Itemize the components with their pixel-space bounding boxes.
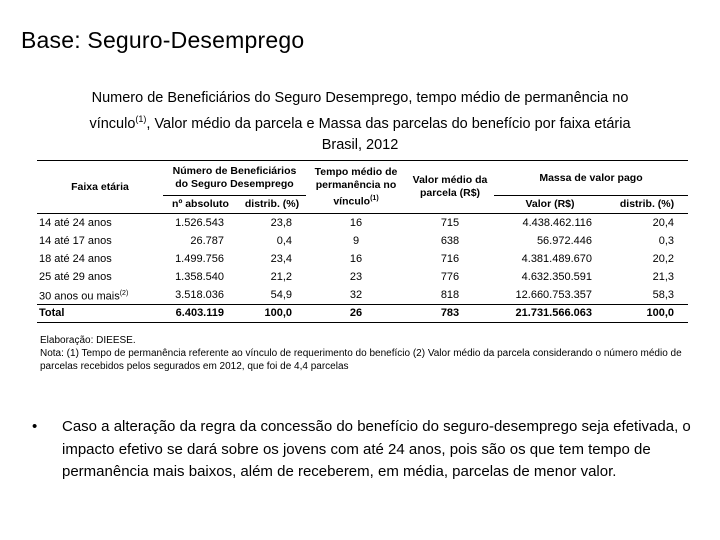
table-caption: [40, 88, 680, 156]
header-tempo: [306, 161, 406, 214]
cell-tempo: 32: [349, 288, 363, 301]
total-label: Total: [37, 305, 163, 323]
cell-dist: 23,4: [270, 252, 292, 265]
cell-valor: 4.381.489.670: [521, 252, 592, 265]
bullet-text: Caso a alteração da regra da concessão do benefício do seguro-desemprego seja efetivada, o impacto efetivo se dará sobre os jovens com até 24 anos, pois são os que tem tempo de permanência mais baixos, além de receberem, em média, parcelas de menor valor.: [62, 418, 691, 480]
header-abs: nº absoluto: [163, 196, 238, 214]
cell-dist2: 21,3: [652, 270, 674, 283]
table-row: [37, 214, 688, 233]
cell-dist: 21,2: [270, 270, 292, 283]
data-table: [37, 160, 688, 323]
cell-valor: 12.660.753.357: [515, 288, 592, 301]
cell-dist2: 20,4: [652, 216, 674, 229]
cell-tempo: 16: [349, 252, 363, 265]
cell-dist2: 0,3: [658, 234, 674, 247]
table-notes: [40, 334, 690, 373]
table-header-row: [37, 161, 688, 196]
header-tempo-text: Tempo médio de permanência no vínculo: [314, 165, 398, 208]
page-title: Base: Seguro-Desemprego: [21, 27, 305, 53]
bullet-paragraph: [32, 416, 692, 484]
cell-tempo: 23: [349, 270, 363, 283]
cell-dist: 23,8: [270, 216, 292, 229]
cell-dist2: 58,3: [652, 288, 674, 301]
cell-dist: 54,9: [270, 288, 292, 301]
cell-valor-medio: 776: [440, 270, 460, 283]
caption-line-2: [40, 109, 680, 135]
cell-valor: 4.438.462.116: [522, 216, 592, 229]
header-beneficiarios: Número de Beneficiários do Seguro Desemprego: [163, 161, 306, 196]
note-elaboracao: Elaboração: DIEESE.: [40, 335, 136, 346]
cell-abs: 1.358.540: [175, 270, 224, 283]
caption-line-3: Brasil, 2012: [321, 136, 399, 153]
row-label: 25 até 29 anos: [39, 270, 112, 283]
cell-valor: 4.632.350.591: [521, 270, 592, 283]
table-row: [37, 250, 688, 268]
total-valor-medio: 783: [406, 305, 494, 323]
row-label: 18 até 24 anos: [39, 252, 112, 265]
header-distrib: distrib. (%): [238, 196, 306, 214]
cell-abs: 3.518.036: [175, 288, 224, 301]
header-distrib-2: distrib. (%): [606, 196, 688, 214]
cell-valor-medio: 638: [440, 234, 460, 247]
cell-abs: 26.787: [190, 234, 224, 247]
total-abs: 6.403.119: [163, 305, 238, 323]
caption-line-2-b: , Valor médio da parcela e Massa das parcelas do benefício por faixa etária: [146, 115, 631, 132]
row-label-mark: (2): [119, 289, 129, 297]
caption-line-2-a: vínculo: [89, 115, 136, 132]
header-massa: Massa de valor pago: [494, 161, 688, 196]
cell-valor-medio: 716: [440, 252, 460, 265]
bullet-icon: •: [32, 418, 38, 435]
cell-valor-medio: 818: [440, 288, 460, 301]
header-faixa: Faixa etária: [37, 161, 163, 214]
cell-tempo: 16: [349, 216, 363, 229]
table-total-row: [37, 305, 688, 323]
note-text: Nota: (1) Tempo de permanência referente ao vínculo de requerimento do benefício (2) Valor médio da parcela considerando o número médio de parcelas recebidos pelos segurados em 2012, que foi de 4,4 parcelas: [40, 348, 682, 372]
cell-valor: 56.972.446: [536, 234, 592, 247]
cell-dist: 0,4: [276, 234, 292, 247]
header-tempo-mark: (1): [370, 194, 379, 202]
cell-dist2: 20,2: [652, 252, 674, 265]
row-label-text: 30 anos ou mais: [39, 290, 120, 303]
total-dist: 100,0: [238, 305, 306, 323]
row-label: 14 até 17 anos: [39, 234, 112, 247]
row-label: 14 até 24 anos: [39, 216, 112, 229]
total-valor: 21.731.566.063: [494, 305, 606, 323]
cell-valor-medio: 715: [440, 216, 460, 229]
table-row: [37, 232, 688, 250]
total-tempo: 26: [306, 305, 406, 323]
cell-abs: 1.499.756: [175, 252, 224, 265]
total-dist2: 100,0: [606, 305, 688, 323]
cell-abs: 1.526.543: [175, 216, 224, 229]
row-label: [37, 286, 163, 305]
header-valor-medio: Valor médio da parcela (R$): [406, 161, 494, 214]
header-valor: Valor (R$): [494, 196, 606, 214]
table-row: [37, 268, 688, 286]
table-row: [37, 286, 688, 305]
caption-footnote-mark: (1): [135, 114, 147, 124]
cell-tempo: 9: [352, 234, 360, 247]
caption-line-1: Numero de Beneficiários do Seguro Desemprego, tempo médio de permanência no: [91, 90, 629, 106]
